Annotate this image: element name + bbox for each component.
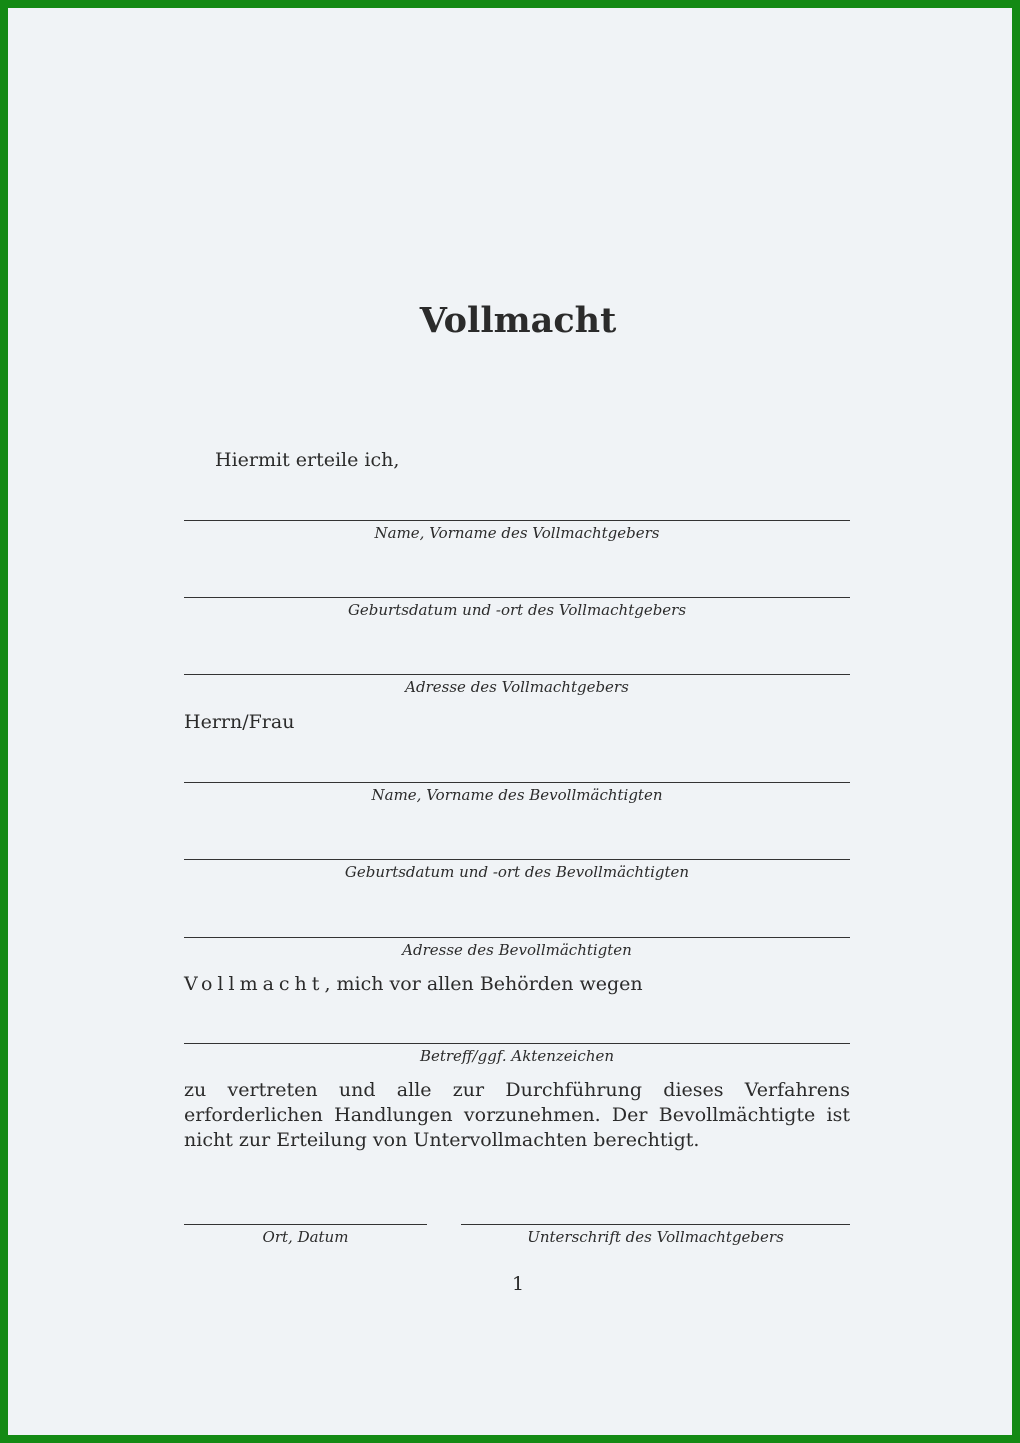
subject-line[interactable] — [184, 1043, 850, 1044]
grantor-address-line[interactable] — [184, 674, 850, 675]
signature-caption: Unterschrift des Vollmachtgebers — [527, 1228, 784, 1246]
recipient-name-caption: Name, Vorname des Bevollmächtigten — [371, 786, 663, 804]
signature-line[interactable] — [461, 1224, 850, 1225]
document-title: Vollmacht — [419, 300, 617, 341]
grantor-address-caption: Adresse des Vollmachtgebers — [405, 678, 629, 696]
recipient-birth-caption: Geburtsdatum und -ort des Bevollmächtigten — [344, 863, 690, 881]
recipient-address-line[interactable] — [184, 937, 850, 938]
body-paragraph: zu vertreten und alle zur Durchführung dieses Verfahrens erforderlichen Handlungen vorzunehmen. Der Bevollmächtigte ist nicht zur Erteilung von Untervollmachten berechtigt. — [184, 1079, 850, 1151]
authority-word: Vollmacht — [184, 973, 325, 995]
intro-text: Hiermit erteile ich, — [215, 449, 400, 471]
page-number: 1 — [511, 1273, 525, 1295]
recipient-birth-line[interactable] — [184, 859, 850, 860]
recipient-name-line[interactable] — [184, 782, 850, 783]
grantor-name-caption: Name, Vorname des Vollmachtgebers — [374, 524, 660, 542]
authority-rest: , mich vor allen Behörden wegen — [324, 973, 643, 995]
grantor-birth-caption: Geburtsdatum und -ort des Vollmachtgebers — [347, 601, 687, 619]
subject-caption: Betreff/ggf. Aktenzeichen — [419, 1047, 615, 1065]
place-date-line[interactable] — [184, 1224, 427, 1225]
grantor-name-line[interactable] — [184, 520, 850, 521]
recipient-address-caption: Adresse des Bevollmächtigten — [402, 941, 632, 959]
place-date-caption: Ort, Datum — [262, 1228, 349, 1246]
grantor-birth-line[interactable] — [184, 597, 850, 598]
authority-statement — [184, 972, 643, 996]
recipient-label: Herrn/Frau — [184, 711, 295, 733]
